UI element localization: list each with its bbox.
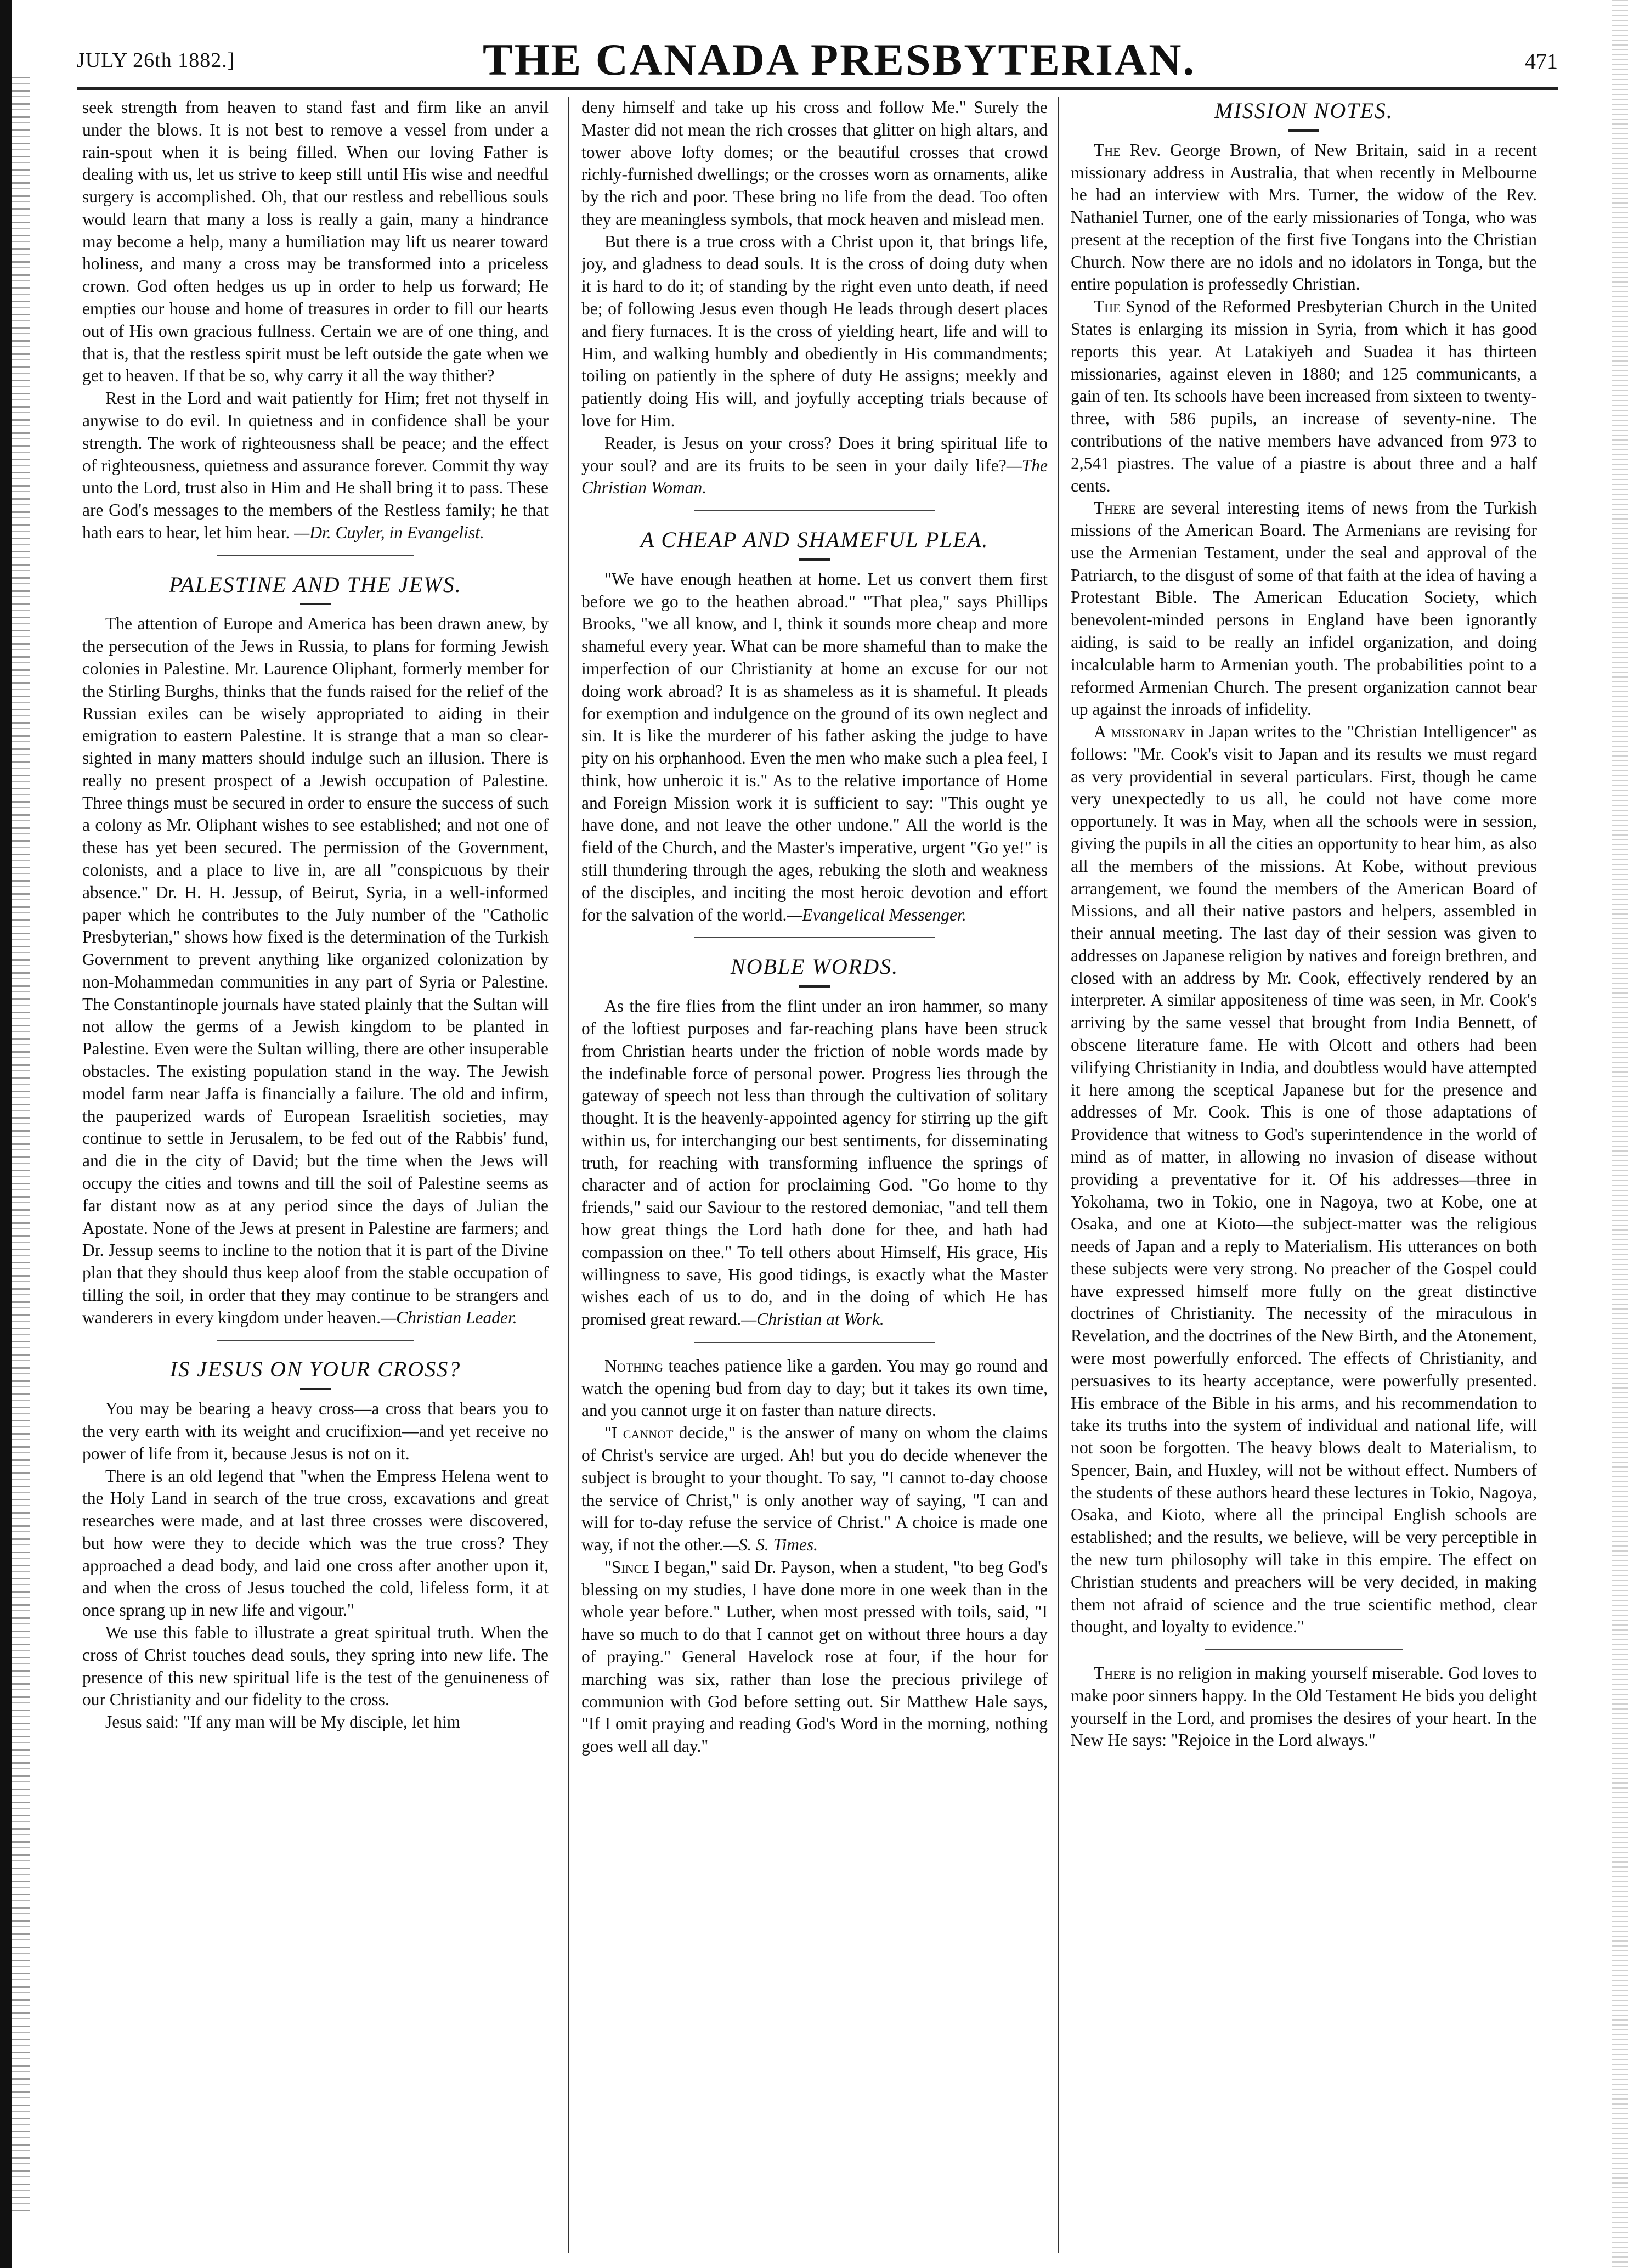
masthead-rule bbox=[77, 87, 1558, 90]
lead-word: "I cannot bbox=[604, 1423, 674, 1443]
page-edge-right bbox=[1612, 0, 1628, 2268]
lead-word: Nothing bbox=[604, 1356, 664, 1375]
title-dash bbox=[300, 1388, 331, 1390]
article-paragraph: Jesus said: "If any man will be My disciple, let him bbox=[105, 1712, 461, 1732]
article-title: MISSION NOTES. bbox=[1214, 98, 1393, 123]
column-3 bbox=[1071, 97, 1537, 2253]
section-separator bbox=[694, 1342, 935, 1343]
section-separator bbox=[694, 510, 935, 511]
title-dash bbox=[799, 985, 830, 988]
article-paragraph bbox=[1071, 721, 1537, 1638]
paragraph-text: teaches patience like a garden. You may go round and watch the opening bud from day to day; but it takes its own time, and you cannot urge it on faster than nature directs. bbox=[581, 1356, 1048, 1420]
article-paragraph bbox=[82, 613, 549, 1329]
article-paragraph bbox=[581, 995, 1048, 1331]
paragraph-text: "We have enough heathen at home. Let us convert them first before we go to the heathen abroad." "That plea," says Phillips Brooks, "we all know, and I, think it sounds more cheap and more shameful every year. What can be more shameful than to make the imperfection of our Christianity at home an excuse for our not doing work abroad? It is as shameless as it is shameful. It pleads for exemption and indulgence on the ground of its own neglect and sin. It is like the murderer of his father asking the judge to have pity on his orphanhood. Even the men who make such a plea feel, I think, how unheroic it is." As to the relative importance of Home and Foreign Mission work it is sufficient to say: "This ought ye have done, and not leave the other undone." All the world is the field of the Church, and the Master's imperative, urgent "Go ye!" is still thundering through the ages, rebuking the sloth and weakness of the disciples, and inciting the most heroic devotion and effort for the salvation of the world. bbox=[581, 569, 1048, 924]
lead-word: A missionary bbox=[1094, 722, 1185, 742]
lead-word: There bbox=[1094, 498, 1136, 518]
article-paragraph bbox=[1071, 497, 1537, 721]
paragraph-text: Rest in the Lord and wait patiently for Him; fret not thyself in anywise to do evil. In quietness and in confidence shall be your strength. The work of righteousness shall be peace; and the effect of righteousness, quietness and assurance forever. Commit thy way unto the Lord, trust also in Him and He shall bring it to pass. These are God's messages to the members of the Restless family; he that hath ears to hear, let him hear. bbox=[82, 388, 549, 542]
column-2 bbox=[581, 97, 1048, 2253]
masthead bbox=[77, 26, 1602, 87]
article-paragraph bbox=[1071, 296, 1537, 497]
article-citation: —The Christian Woman. bbox=[581, 455, 1048, 498]
column-1 bbox=[82, 97, 549, 2253]
section-separator bbox=[1205, 1649, 1403, 1650]
article-paragraph bbox=[1071, 1662, 1537, 1752]
article-citation: —Evangelical Messenger. bbox=[787, 905, 966, 924]
binding-edge bbox=[0, 0, 12, 2268]
article-paragraph bbox=[581, 1355, 1048, 1422]
page-number: 471 bbox=[1525, 49, 1558, 74]
facing-page-bleed bbox=[12, 77, 30, 2216]
paragraph-text: are several interesting items of news from the Turkish missions of the American Board. The Armenians are revising for use the Armenian Testament, under the seal and approval of the Patriarch, to the disgust of some of that faith at the idea of having a Protestant Bible. The American Education Society, which benevolent-minded persons in England have been ignorantly aiding, is said to be really an infidel organization, and doing incalculable harm to Armenian youth. The probabilities point to a reformed Armenian Church. The present organization cannot bear up against the inroads of infidelity. bbox=[1071, 498, 1537, 719]
paragraph-text: is no religion in making yourself miserable. God loves to make poor sinners happy. In the Old Testament He bids you delight yourself in the Lord, and promises the desires of your heart. In the New He says: "Rejoice in the Lord always." bbox=[1071, 1663, 1537, 1750]
title-dash bbox=[300, 603, 331, 605]
article-title: PALESTINE AND THE JEWS. bbox=[169, 572, 462, 597]
article-title: IS JESUS ON YOUR CROSS? bbox=[169, 1357, 461, 1382]
section-separator bbox=[217, 1340, 414, 1341]
article-title: A CHEAP AND SHAMEFUL PLEA. bbox=[640, 527, 989, 552]
article-paragraph bbox=[581, 568, 1048, 927]
lead-word: The bbox=[1094, 140, 1121, 160]
paragraph-text: Rev. George Brown, of New Britain, said in a recent missionary address in Australia, that when recently in Melbourne he had an interview with Mrs. Turner, the widow of the Rev. Nathaniel Turner, one of the early missionaries of Tonga, who was present at the reception of the first five Tongans into the Christian Church. Now there are no idols and no idolators in Tonga, but the entire population is professedly Christian. bbox=[1071, 140, 1537, 294]
section-separator bbox=[217, 555, 414, 556]
article-paragraph: You may be bearing a heavy cross—a cross that bears you to the very earth with its weight and crucifixion—and yet receive no power of life from it, because Jesus is not on it. bbox=[82, 1399, 549, 1463]
column-divider bbox=[568, 97, 569, 2253]
article-paragraph bbox=[581, 1556, 1048, 1758]
paragraph-text: Synod of the Reformed Presbyterian Church in the United States is enlarging its mission in Syria, from which it has good reports this year. At Latakiyeh and Suadea it has thirteen missionaries, against eleven in 1880; and 125 communicants, a gain of ten. Its schools have been increased from sixteen to twenty-three, with 586 pupils, an increase of seventy-nine. The contributions of the native members have advanced from 973 to 2,541 piastres. The value of a piastre is about three and a half cents. bbox=[1071, 297, 1537, 495]
section-separator bbox=[694, 937, 935, 938]
article-citation: —S. S. Times. bbox=[723, 1535, 818, 1555]
column-divider bbox=[1058, 97, 1059, 2253]
lead-word: There bbox=[1094, 1663, 1136, 1683]
article-title: NOBLE WORDS. bbox=[730, 954, 899, 979]
issue-date: JULY 26th 1882.] bbox=[77, 49, 235, 72]
article-citation: —Christian at Work. bbox=[741, 1310, 884, 1329]
article-citation: —Christian Leader. bbox=[381, 1307, 517, 1327]
article-citation: —Dr. Cuyler, in Evangelist. bbox=[294, 522, 484, 542]
paragraph-text: in Japan writes to the "Christian Intelligencer" as follows: "Mr. Cook's visit to Japan and its results we must regard as very providential in several particulars. First, though he came very unexpectedly to us all, he could not have come more opportunely. It was in May, when all the schools were in session, giving the pupils in all the cities an opportunity to hear him, as also all the members of the missions. At Kobe, without previous arrangement, we found the members of the American Board of Missions, and all their native pastors and helpers, assembled in their annual meeting. The last day of their session was given to addresses on Japanese religion by natives and foreign brethren, and closed with an address by Mr. Cook, effectively rendered by an interpreter. A similar appositeness of time was seen, in Mr. Cook's arriving by the same vessel that brought from India Bennett, of obscene literature fame. He with Olcott and others had been vilifying Christianity in India, and doubtless would have attempted it here among the sceptical Japanese but for the presence and addresses of Mr. Cook. This is one of those adaptations of Providence that witness to God's superintendence in the world of mind as of matter, in allowing no invasion of disease without providing a preventative for it. Of his addresses—three in Yokohama, two in Tokio, one in Nagoya, two at Kobe, one at Osaka, and one at Kioto—the subject-matter was the religious needs of Japan and a reply to Materialism. His utterances on both these subjects were very strong. No preacher of the Gospel could have expressed himself more fully on the great distinctive doctrines of Christianity. The necessity of the miraculous in Revelation, and the doctrines of the New Birth, and the Atonement, were most powerfully enforced. The effects of Christianity, and persuasives to its hearty acceptance, were powerfully presented. His embrace of the Bible in his arms, and his recommendation to take its truths into the system of individual and national life, will not soon be forgotten. The heavy blows dealt to Materialism, to Spencer, Bain, and Huxley, will not be without effect. Numbers of the students of these authors heard these lectures in Tokio, Nagoya, Osaka, and Kioto, where all the principal English schools are established; and the results, we believe, will be very perceptible in the new turn philosophy will take in this empire. The effect on Christian students and preachers will be very decided, in making them not afraid of science and the true scientific method, clear thought, and loyalty to evidence." bbox=[1071, 722, 1537, 1637]
article-paragraph: deny himself and take up his cross and follow Me." Surely the Master did not mean the rich crosses that glitter on high altars, and tower above lofty domes; or the beautiful crosses that crowd richly-furnished dwellings; or the crosses worn as ornaments, alike by the rich and poor. These bring no life from the dead. Too often they are meaningless symbols, that mock heaven and mislead men. bbox=[581, 98, 1048, 229]
paragraph-text: decide," is the answer of many on whom the claims of Christ's service are urged. Ah! but you do decide whenever the subject is brought to your thought. To say, "I cannot to-day choose the service of Christ," is only another way of saying, "I can and will for to-day refuse the service of Christ." A choice is made one way, if not the other. bbox=[581, 1423, 1048, 1555]
paragraph-text: Reader, is Jesus on your cross? Does it bring spiritual life to your soul? and are its fruits to be seen in your daily life? bbox=[581, 433, 1048, 475]
paragraph-text: As the fire flies from the flint under an iron hammer, so many of the loftiest purposes and far-reaching plans have been struck from Christian hearts under the friction of noble words made by the indefinable force of personal power. Progress lies through the gateway of speech not less than through the cultivation of solitary thought. It is the heavenly-appointed agency for stirring up the gift within us, for interchanging our best sentiments, for disseminating truth, for reaching with transforming influence the springs of character and of action for proclaiming God. "Go home to thy friends," said our Saviour to the restored demoniac, "and tell them how great things the Lord hath done for thee, and hath had compassion on thee." To tell others about Himself, His grace, His willingness to save, His good tidings, is exactly what the Master wishes each of us to do, and in the doing of which He has promised great reward. bbox=[581, 996, 1048, 1329]
paragraph-text: I began," said Dr. Payson, when a student, "to beg God's blessing on my studies, I have done more in one week than in the whole year before." Luther, when most pressed with toils, said, "I have so much to do that I cannot get on without three hours a day of praying." General Havelock rose at four, if the hour for marching was six, rather than lose the precious privilege of communion with God before setting out. Sir Matthew Hale says, "If I omit praying and reading God's Word in the morning, nothing goes well all day." bbox=[581, 1557, 1048, 1756]
article-paragraph: There is an old legend that "when the Empress Helena went to the Holy Land in search of the true cross, excavations and great researches were made, and at last three crosses were discovered, but how were they to decide which was the true cross? They approached a dead body, and laid one cross after another upon it, and when the cross of Jesus touched the cold, lifeless form, it at once sprang up in new life and vigour." bbox=[82, 1466, 549, 1620]
paragraph-text: The attention of Europe and America has been drawn anew, by the persecution of the Jews in Russia, to plans for forming Jewish colonies in Palestine. Mr. Laurence Oliphant, formerly member for the Stirling Burghs, thinks that the funds raised for the relief of the Russian exiles can be wisely appropriated to aiding in their emigration to eastern Palestine. It is strange that a man so clear-sighted in many matters should indulge such an illusion. There is really no present prospect of a Jewish occupation of Palestine. Three things must be secured in order to ensure the success of such a colony as Mr. Oliphant wishes to see established; and not one of these has yet been secured. The permission of the Government, colonists, and a place to live in, are all "conspicuous by their absence." Dr. H. H. Jessup, of Beirut, Syria, in a well-informed paper which he contributes to the July number of the "Catholic Presbyterian," shows how fixed is the determination of the Turkish Government to prevent anything like organized colonization by non-Mohammedan communities in any part of Syria or Palestine. The Constantinople journals have stated plainly that the Sultan will not allow the germs of a Jewish kingdom to be planted in Palestine. Even were the Sultan willing, there are other insuperable obstacles. The existing population stand in the way. The Jewish model farm near Jaffa is financially a failure. The old and infirm, the pauperized wards of European Israelitish societies, may continue to settle in Jerusalem, to be fed out of the Rabbis' fund, and die in the city of David; but the time when the Jews will occupy the cities and towns and till the soil of Palestine seems as far distant now as at any period since the days of Julian the Apostate. None of the Jews at present in Palestine are farmers; and Dr. Jessup seems to incline to the notion that it is part of the Divine plan that they should thus keep aloof from the stable occupation of tilling the soil, in order that they may continue to be strangers and wanderers in every kingdom under heaven. bbox=[82, 614, 549, 1327]
article-paragraph bbox=[1071, 139, 1537, 296]
article-paragraph: We use this fable to illustrate a great spiritual truth. When the cross of Christ touches dead souls, they spring into new life. The presence of this new spiritual life is the test of the genuineness of our Christianity and our fidelity to the cross. bbox=[82, 1623, 549, 1710]
newspaper-title: THE CANADA PRESBYTERIAN. bbox=[483, 35, 1196, 84]
article-paragraph bbox=[581, 432, 1048, 499]
article-paragraph bbox=[581, 1422, 1048, 1556]
article-paragraph bbox=[82, 387, 549, 544]
article-paragraph: seek strength from heaven to stand fast and firm like an anvil under the blows. It is not best to remove a vessel from under a rain-spout when it is being filled. When our loving Father is dealing with us, let us strive to keep still until His wise and needful surgery is accomplished. Oh, that our restless and rebellious souls would learn that many a loss is really a gain, many a hindrance may become a help, many a humiliation may lift us nearer toward holiness, and many a cross may be transformed into a priceless crown. God often hedges us up in order to help us forward; He empties our house and home of treasures in order to fill our hearts out of His own gracious fullness. Certain we are of one thing, and that is, that the restless spirit must be left outside the gate when we get to heaven. If that be so, why carry it all the way thither? bbox=[82, 98, 549, 386]
lead-word: "Since bbox=[604, 1557, 649, 1577]
lead-word: The bbox=[1094, 297, 1121, 317]
article-paragraph: But there is a true cross with a Christ upon it, that brings life, joy, and gladness to dead souls. It is the cross of doing duty when it is hard to do it; of standing by the right even unto death, if need be; of following Jesus even though He leads through desert places and fiery furnaces. It is the cross of yielding heart, life and will to Him, and walking humbly and obediently in His commandments; toiling on patiently in the sphere of duty He assigns; meekly and patiently doing His will, and joyfully accepting trials because of love for Him. bbox=[581, 232, 1048, 430]
title-dash bbox=[1288, 129, 1319, 132]
title-dash bbox=[799, 558, 830, 561]
